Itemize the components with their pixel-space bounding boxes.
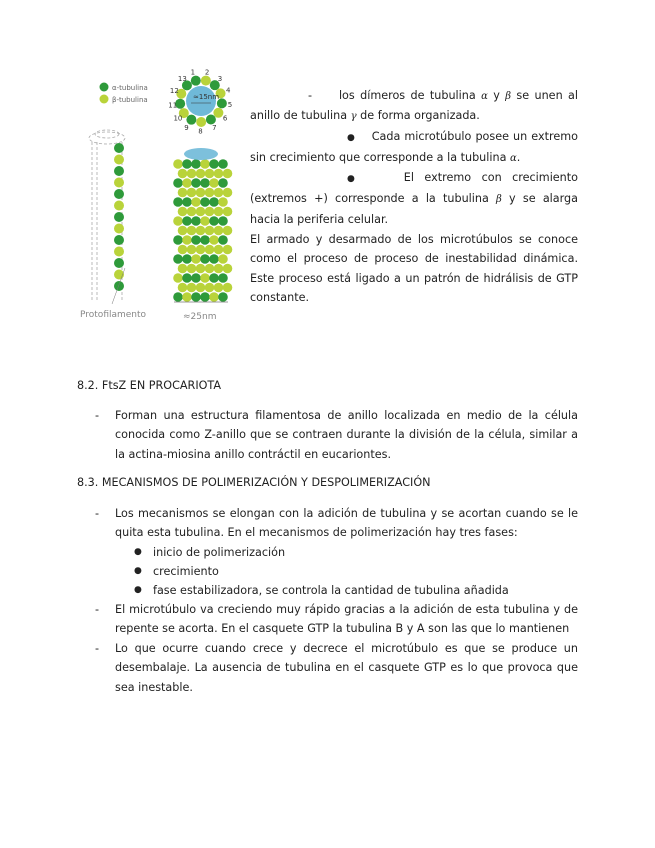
protofilament-subunit	[114, 224, 124, 234]
cylinder-subunit	[187, 264, 197, 274]
cylinder-subunit	[191, 197, 201, 207]
cylinder-subunit	[209, 159, 219, 169]
ring-subunit	[201, 76, 211, 86]
cylinder-subunit	[173, 292, 183, 302]
bullet-dot: ●	[134, 566, 142, 576]
ring-number: 1	[190, 68, 196, 77]
legend-alpha-dot	[100, 83, 109, 92]
cylinder-subunit	[182, 292, 192, 302]
cylinder-subunit	[173, 273, 183, 283]
cylinder-subunit	[209, 254, 219, 264]
cylinder-subunit	[200, 254, 210, 264]
instability-item: Lo que ocurre cuando crece y decrece el microtúbulo es que se produce un desembalaje. La ausencia de tubulina en el casquete GTP es lo que provoca que sea inestable.	[115, 642, 578, 694]
ring-number: 5	[227, 100, 233, 109]
bullet-dot: ●	[134, 585, 142, 595]
cylinder-subunit	[173, 254, 183, 264]
cylinder-subunit	[187, 188, 197, 198]
cylinder-subunit	[196, 283, 206, 293]
cylinder-subunit	[214, 264, 224, 274]
cylinder-subunit	[205, 169, 215, 179]
cylinder-subunit	[187, 283, 197, 293]
ring-number: 3	[217, 74, 223, 83]
protofilament-subunit	[114, 258, 124, 268]
cylinder-subunit	[178, 169, 188, 179]
bullet-alpha-end: ● Cada microtúbulo posee un extremo sin crecimiento que corresponde a la tubulina α.	[250, 129, 578, 164]
cylinder-subunit	[205, 188, 215, 198]
cylinder-subunit	[200, 197, 210, 207]
cylinder-subunit	[191, 216, 201, 226]
cylinder-subunit	[200, 178, 210, 188]
cylinder-subunit	[200, 273, 210, 283]
cylinder-subunit	[182, 273, 192, 283]
cylinder-subunit	[223, 169, 233, 179]
dash-marker: -	[95, 603, 100, 616]
cylinder-subunit	[214, 169, 224, 179]
cylinder-top	[184, 148, 218, 160]
cylinder-subunit	[218, 273, 228, 283]
lumen	[186, 86, 216, 116]
microtubule-cylinder	[173, 159, 232, 302]
ring-number: 8	[198, 127, 203, 136]
cylinder-subunit	[214, 283, 224, 293]
cylinder-subunit	[178, 188, 188, 198]
polymerization-item: Los mecanismos se elongan con la adición de tubulina y se acortan cuando se le quita esta tubulina. En el mecanismos de polimerización hay tres fases:	[115, 507, 578, 540]
phase-bullet: inicio de polimerización	[153, 546, 286, 559]
protofilament-subunit	[114, 201, 124, 211]
dynamic-instability-paragraph: El armado y desarmado de los microtúbulos se conoce como el proceso de proceso de inestabilidad dinámica. Este proceso está ligado a un patrón de hidrálisis de GTP constante.	[250, 233, 578, 304]
cylinder-subunit	[214, 245, 224, 255]
bullet-beta-end: ● El extremo con crecimiento (extremos +) corresponde a la tubulina β y se alarga hacia la periferia celular.	[250, 171, 579, 226]
protofilament-subunit	[114, 178, 124, 188]
cylinder-subunit	[218, 254, 228, 264]
protofilament-subunit	[114, 247, 124, 257]
cylinder-subunit	[173, 159, 183, 169]
phase-bullet: fase estabilizadora, se controla la cantidad de tubulina añadida	[153, 584, 509, 597]
ring-number: 2	[204, 68, 210, 77]
cylinder-subunit	[191, 159, 201, 169]
ring-subunit	[191, 76, 201, 86]
cylinder-subunit	[200, 216, 210, 226]
dash-marker: -	[95, 507, 100, 520]
cylinder-subunit	[182, 178, 192, 188]
cylinder-subunit	[223, 188, 233, 198]
ring-number: 7	[212, 123, 217, 132]
cylinder-subunit	[205, 264, 215, 274]
protofilament-column	[114, 143, 124, 291]
dash-marker: -	[95, 642, 100, 655]
cylinder-subunit	[191, 178, 201, 188]
cylinder-subunit	[223, 207, 233, 217]
cylinder-subunit	[178, 226, 188, 236]
growth-item: El microtúbulo va creciendo muy rápido gracias a la adición de esta tubulina y de repente se acorta. En el casquete GTP la tubulina B y A son las que lo mantienen	[115, 603, 578, 636]
protofilament-subunit	[114, 212, 124, 222]
cylinder-subunit	[182, 159, 192, 169]
protofilament-subunit	[114, 166, 124, 176]
cylinder-subunit	[196, 245, 206, 255]
cylinder-subunit	[196, 169, 206, 179]
cylinder-subunit	[178, 245, 188, 255]
cylinder-subunit	[173, 235, 183, 245]
cylinder-subunit	[218, 159, 228, 169]
legend-alpha: α-tubulina	[112, 84, 148, 92]
protofilament-subunit	[114, 155, 124, 165]
cylinder-subunit	[209, 273, 219, 283]
protofilament-subunit	[114, 235, 124, 245]
legend-beta: β-tubulina	[112, 96, 148, 104]
cylinder-subunit	[173, 178, 183, 188]
ftsz-item: Forman una estructura filamentosa de anillo localizada en medio de la célula conocida como Z-anillo que se contraen durante la división de la célula, similar a la actina-miosina anillo contráctil en eucariontes.	[115, 409, 578, 461]
cylinder-subunit	[182, 235, 192, 245]
cylinder-subunit	[214, 226, 224, 236]
cylinder-subunit	[182, 216, 192, 226]
cylinder-subunit	[218, 216, 228, 226]
ring-number: 10	[173, 114, 183, 123]
cylinder-subunit	[191, 273, 201, 283]
cylinder-subunit	[196, 226, 206, 236]
dash-marker: -	[95, 409, 100, 422]
bullet-dot: ●	[134, 547, 142, 557]
cylinder-subunit	[218, 235, 228, 245]
cylinder-subunit	[182, 254, 192, 264]
cylinder-subunit	[205, 283, 215, 293]
cylinder-subunit	[182, 197, 192, 207]
cylinder-subunit	[200, 235, 210, 245]
protofilament-subunit	[114, 143, 124, 153]
inner-diameter-label: ≈15nm	[193, 93, 220, 101]
cylinder-subunit	[209, 197, 219, 207]
cylinder-subunit	[187, 169, 197, 179]
cylinder-subunit	[223, 245, 233, 255]
cylinder-subunit	[214, 188, 224, 198]
cylinder-subunit	[187, 207, 197, 217]
cylinder-subunit	[209, 216, 219, 226]
ring-number: 12	[169, 87, 179, 96]
cylinder-subunit	[187, 245, 197, 255]
cylinder-subunit	[178, 264, 188, 274]
cylinder-subunit	[178, 283, 188, 293]
protofilament-subunit	[114, 281, 124, 291]
cylinder-subunit	[205, 245, 215, 255]
ring-number: 6	[222, 114, 228, 123]
cylinder-subunit	[196, 264, 206, 274]
legend-beta-dot	[100, 95, 109, 104]
cylinder-subunit	[196, 188, 206, 198]
cylinder-subunit	[223, 283, 233, 293]
ring-number: 9	[184, 124, 189, 133]
cylinder-subunit	[223, 264, 233, 274]
cylinder-subunit	[178, 207, 188, 217]
cylinder-subunit	[191, 292, 201, 302]
ring-number: 13	[177, 75, 187, 84]
cylinder-subunit	[205, 226, 215, 236]
heading-8-2: 8.2. FtsZ EN PROCARIOTA	[77, 379, 222, 392]
heading-8-3: 8.3. MECANISMOS DE POLIMERIZACIÓN Y DESPOLIMERIZACIÓN	[77, 476, 431, 489]
cylinder-subunit	[223, 226, 233, 236]
cylinder-subunit	[214, 207, 224, 217]
ring-subunit	[186, 115, 196, 125]
cylinder-subunit	[173, 216, 183, 226]
cylinder-subunit	[205, 207, 215, 217]
right-column	[250, 86, 578, 229]
protofilamento-label: Protofilamento	[80, 310, 147, 320]
cylinder-subunit	[218, 197, 228, 207]
cylinder-subunit	[200, 292, 210, 302]
cylinder-subunit	[209, 178, 219, 188]
phase-bullet: crecimiento	[153, 565, 219, 578]
ring-number: 11	[168, 101, 178, 110]
cylinder-subunit	[187, 226, 197, 236]
cylinder-subunit	[218, 178, 228, 188]
cylinder-subunit	[191, 254, 201, 264]
cylinder-subunit	[200, 159, 210, 169]
cylinder-subunit	[218, 292, 228, 302]
cylinder-subunit	[173, 197, 183, 207]
ring-number: 4	[225, 86, 231, 95]
protofilament-subunit	[114, 189, 124, 199]
cylinder-subunit	[209, 292, 219, 302]
cylinder-subunit	[191, 235, 201, 245]
cylinder-subunit	[196, 207, 206, 217]
dimer-item: - los dímeros de tubulina α y β se unen al anillo de tubulina γ de forma organizada.	[250, 89, 579, 123]
ring-subunit	[196, 117, 206, 127]
cylinder-subunit	[209, 235, 219, 245]
microtubule-figure	[72, 68, 247, 326]
diameter-label: ≈25nm	[183, 312, 217, 322]
